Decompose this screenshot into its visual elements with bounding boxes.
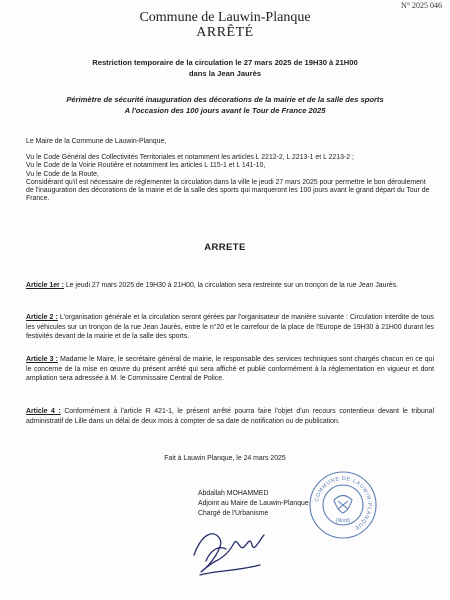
visa-item: Considérant qu'il est nécessaire de réglementer la circulation dans la ville le jeudi 27 mars 2025 pour permettre le bon déroulement de l'inauguration des décorations de la mairie et de la salle des sports qui marqueront les 100 jours avant le grand départ du Tour de France. xyxy=(26,178,430,203)
official-stamp xyxy=(307,470,379,540)
article-3 xyxy=(26,355,434,384)
visa-item: Vu le Code de la Route, xyxy=(26,170,99,178)
signatory-role: Adjoint au Maire de Lauwin-Planque xyxy=(198,500,309,507)
article-text: Madame le Maire, le secrétaire général de mairie, le responsable des services techniques sont chargés chacun en ce qui le concerne de la mise en œuvre du présent arrêté qui sera affiché et publié conformément à la réglementation en vigueur et dont ampliation sera adressée à M. le Commissaire Central de Police. xyxy=(26,356,434,382)
article-text: Conformément à l'article R 421-1, le présent arrêté pourra faire l'objet d'un recours contentieux devant le tribunal administratif de Lille dans un délai de deux mois à compter de sa date de notification ou de publication. xyxy=(26,408,434,425)
stamp-ring-text: COMMUNE DE LAUWIN-PLANQUE xyxy=(314,475,373,532)
stamp-center-text: (Nord) xyxy=(335,518,351,524)
visas-list xyxy=(26,154,432,204)
document-number: N° 2025 046 xyxy=(401,1,442,10)
article-title: Article 3 : xyxy=(26,356,58,363)
place-date: Fait à Lauwin Planque, le 24 mars 2025 xyxy=(164,455,286,462)
handwritten-signature xyxy=(190,521,268,583)
article-text: L'organisation générale et la circulation seront gérées par l'organisateur de manière suivante : Circulation interdite de tous les véhicules sur un tronçon de la rue Jean Jaurès, entre le n°20 et le carrefour de la place de l'Europe de 19H30 à 21H00 durant les festivités devant de la mairie et de la salle des sports. xyxy=(26,314,434,340)
perimeter-line: A l'occasion des 100 jours avant le Tour de France 2025 xyxy=(124,105,326,115)
article-4 xyxy=(26,407,434,426)
article-title: Article 4 : xyxy=(26,408,61,415)
signature-underline xyxy=(200,565,260,575)
commune-name: Commune de Lauwin-Planque xyxy=(139,10,311,25)
signatory-block xyxy=(198,489,309,519)
subject-line: Restriction temporaire de la circulation le 27 mars 2025 de 19H30 à 21H00 xyxy=(92,58,358,67)
subject-line: dans la Jean Jaurès xyxy=(188,68,262,78)
article-title: Article 1er : xyxy=(26,282,64,289)
article-text: Le jeudi 27 mars 2025 de 19H30 à 21H00, la circulation sera restreinte sur un tronçon de la rue Jean Jaurès. xyxy=(63,282,398,289)
visa-item: Vu le Code Général des Collectivités Territoriales et notamment les articles L 2212-2, L 2213-1 et L 2213-2 ; xyxy=(26,154,354,161)
perimeter-block xyxy=(30,95,420,117)
article-2 xyxy=(26,313,434,342)
stamp-emblem xyxy=(334,496,352,514)
article-1 xyxy=(26,281,434,291)
subject-block xyxy=(40,58,410,79)
stamp-emblem-detail xyxy=(338,501,348,509)
intro-line: Le Maire de la Commune de Lauwin-Planque, xyxy=(26,138,167,145)
document-title: ARRÊTÉ xyxy=(196,25,254,40)
article-title: Article 2 : xyxy=(26,314,58,321)
signatory-role: Chargé de l'Urbanisme xyxy=(198,510,269,517)
decision-heading: ARRETE xyxy=(204,242,246,253)
perimeter-line: Périmètre de sécurité inauguration des décorations de la mairie et de la salle des sports xyxy=(66,95,384,104)
signatory-name: Abdallah MOHAMMED xyxy=(198,490,269,497)
visa-item: Vu le Code de la Voirie Routière et notamment les articles L 115-1 et L 141-10, xyxy=(26,162,266,170)
